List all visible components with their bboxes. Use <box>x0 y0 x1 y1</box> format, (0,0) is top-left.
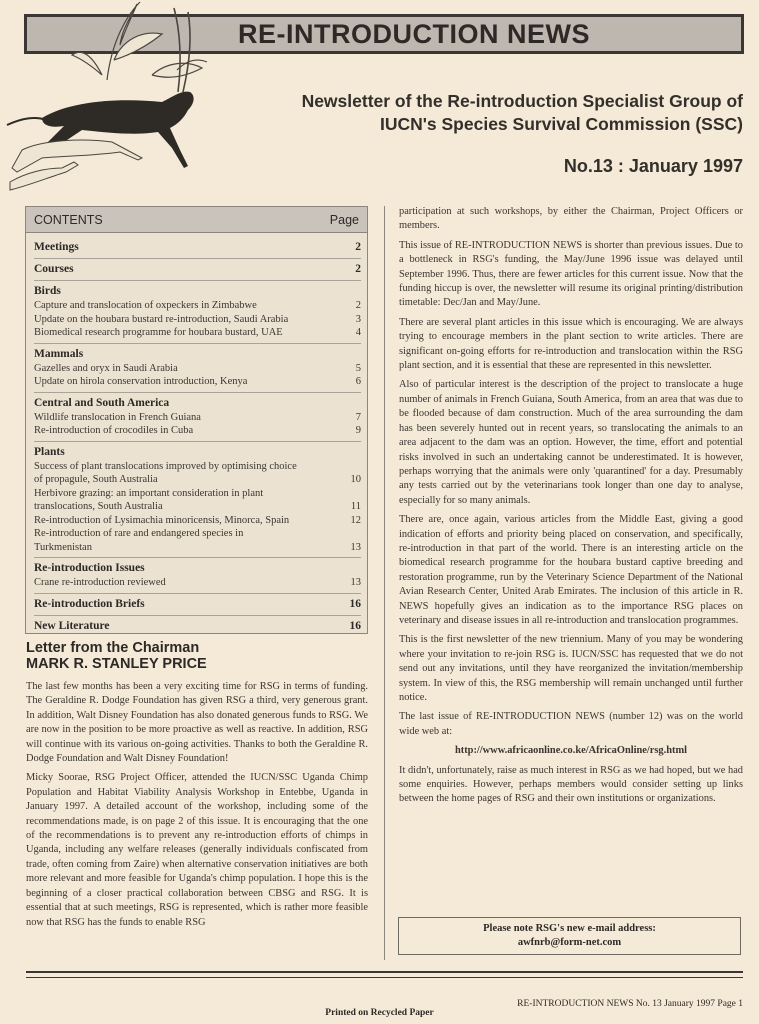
contents-item-page <box>347 527 361 541</box>
section-page-number <box>347 560 361 576</box>
issue-number: No.13 : January 1997 <box>563 156 743 176</box>
letter-body <box>26 680 368 935</box>
section-page-number: 16 <box>349 597 361 610</box>
section-page-number: 2 <box>355 263 361 275</box>
contents-item-page: 13 <box>350 577 361 588</box>
contents-item-page <box>347 487 361 501</box>
contents-section <box>34 558 361 594</box>
section-page-number <box>347 346 361 362</box>
email-notice-box <box>398 917 741 955</box>
contents-item-page: 6 <box>355 376 361 387</box>
contents-item-title: of propagule, South Australia <box>34 474 158 485</box>
section-heading-text: New Literature <box>34 619 110 632</box>
contents-section-heading <box>34 444 361 460</box>
footer-issue-line: RE-INTRODUCTION NEWS No. 13 January 1997 Page 1 <box>517 999 743 1009</box>
letter-paragraph: Micky Soorae, RSG Project Officer, attended the IUCN/SSC Uganda Chimp Population and Habitat Viability Analysis Workshop in Entebbe, Uganda in January 1997. A detailed account of the workshop, including some of the recommendations made, is on page 2 of this issue. It is encouraging that the one of the recommendations is to prevent any re-introduction efforts of chimps in Uganda, including any welfare releases (generally individuals confiscated from trade, often coming from Zaire) when alternative conservation initiatives are both more relevant and more feasible for Uganda's chimp population. I hope this is the beginning of a closer practical collaboration between CBSG and RSG. It is essential that at such meetings, RSG is represented, which is rather more feasible now that RSG has the funds to enable RSG <box>26 772 368 928</box>
contents-section <box>34 594 361 616</box>
contents-item-page: 2 <box>355 300 361 311</box>
contents-item <box>34 375 361 389</box>
section-heading-text: Plants <box>34 445 65 458</box>
contents-item-title: Re-introduction of crocodiles in Cuba <box>34 425 194 436</box>
section-heading-text: Central and South America <box>34 396 170 409</box>
contents-item <box>34 527 361 541</box>
contents-item <box>34 362 361 376</box>
article-paragraph: This issue of RE-INTRODUCTION NEWS is shorter than previous issues. Due to a bottleneck in RSG's funding, the May/June 1996 issue was delayed until September 1996. Thus, there are fewer articles for this current issue. Now that the funding hiccup is over, the newsletter will resume its original printing/distribution timetable: Dec/Jan and May/June. <box>399 239 743 309</box>
masthead-title: RE-INTRODUCTION NEWS <box>238 19 590 49</box>
section-heading-text: Mammals <box>34 347 84 360</box>
section-page-number: 16 <box>349 619 361 632</box>
contents-item-page: 9 <box>355 425 361 436</box>
contents-item <box>34 326 361 340</box>
contents-section <box>34 237 361 259</box>
contents-item-title: Biomedical research programme for houbara bustard, UAE <box>34 327 283 338</box>
contents-section <box>34 259 361 281</box>
contents-item <box>34 424 361 438</box>
article-paragraph: There are several plant articles in this issue which is encouraging. We are always trying to encourage members in the plant section to write articles. There are significant on-going efforts for re-introduction and translocation within the RSG plant section, and it is essential that these are represented in this newsletter. <box>399 316 743 372</box>
contents-item-page: 7 <box>355 411 361 423</box>
contents-item <box>34 514 361 528</box>
contents-header <box>26 207 367 233</box>
section-heading-text: Meetings <box>34 241 79 253</box>
contents-item-title: Crane re-introduction reviewed <box>34 577 166 588</box>
contents-item-title: Re-introduction of Lysimachia minoricensis, Minorca, Spain <box>34 514 290 526</box>
footer-printed-note: Printed on Recycled Paper <box>325 1008 434 1018</box>
contents-section <box>34 344 361 393</box>
contents-item <box>34 299 361 313</box>
contents-item-page: 4 <box>355 327 361 338</box>
email-notice-label: Please note RSG's new e-mail address: <box>483 923 656 934</box>
contents-item <box>34 473 361 487</box>
section-heading-text: Courses <box>34 263 74 275</box>
contents-item-title: translocations, South Australia <box>34 501 163 512</box>
contents-section-heading <box>34 261 361 277</box>
contents-section-heading <box>34 596 361 612</box>
subtitle-line-2: IUCN's Species Survival Commission (SSC) <box>379 114 743 134</box>
contents-title: CONTENTS <box>34 212 103 227</box>
contents-item-title: Turkmenistan <box>34 541 92 553</box>
contents-item-title: Capture and translocation of oxpeckers in Zimbabwe <box>34 300 257 311</box>
contents-section <box>34 393 361 442</box>
contents-item <box>34 411 361 425</box>
letter-title: Letter from the Chairman <box>26 640 200 656</box>
section-page-number <box>347 444 361 460</box>
contents-section-heading <box>34 346 361 362</box>
contents-item-title: Success of plant translocations improved by optimising choice <box>34 460 297 472</box>
article-paragraph: There are, once again, various articles from the Middle East, giving a good indication of efforts and priority being placed on conservation, and specifically, re-introduction in that part of the world. There is an interesting article on the biomedical research programme for the houbara bustard captive breeding and restoration programme, run by the Veterinary Science Department of the National Avian Research Center, United Arab Emirates. The inclusion of this article in R. NEWS hopefully gives an indication as to the importance RSG places on veterinary and disease issues in all re-introduction and translocation programmes. <box>399 514 743 626</box>
contents-item <box>34 487 361 501</box>
antelope-logo <box>2 0 232 200</box>
contents-section <box>34 442 361 559</box>
contents-item-title: Re-introduction of rare and endangered species in <box>34 528 244 539</box>
contents-item-title: Update on hirola conservation introduction, Kenya <box>34 376 248 387</box>
contents-item-page <box>347 460 361 474</box>
section-heading-text: Birds <box>34 285 61 297</box>
footer-rule-top <box>26 971 743 973</box>
column-divider <box>384 206 385 960</box>
contents-item <box>34 576 361 590</box>
contents-section <box>34 616 361 637</box>
contents-section <box>34 281 361 344</box>
article-paragraph: participation at such workshops, by either the Chairman, Project Officers or members. <box>399 206 743 232</box>
contents-item-title: Gazelles and oryx in Saudi Arabia <box>34 362 178 374</box>
contents-item-page: 13 <box>350 541 361 553</box>
contents-section-heading <box>34 239 361 255</box>
article-paragraph: The last issue of RE-INTRODUCTION NEWS (number 12) was on the world wide web at: <box>399 711 743 737</box>
contents-box <box>25 206 368 634</box>
section-heading-text: Re-introduction Issues <box>34 562 145 574</box>
contents-item-title: Herbivore grazing: an important consideration in plant <box>34 487 264 499</box>
section-page-number <box>347 395 361 411</box>
contents-item-page: 10 <box>350 474 361 485</box>
web-url: http://www.africaonline.co.ke/AfricaOnline/rsg.html <box>454 745 688 757</box>
contents-item <box>34 313 361 327</box>
newsletter-subtitle <box>223 90 743 136</box>
contents-section-heading <box>34 618 361 634</box>
contents-section-heading <box>34 283 361 299</box>
contents-item <box>34 541 361 555</box>
contents-item-page: 5 <box>355 362 361 374</box>
subtitle-line-1: Newsletter of the Re-introduction Specialist Group of <box>301 91 743 111</box>
contents-list <box>26 233 367 637</box>
contents-item <box>34 500 361 514</box>
contents-item-page: 12 <box>350 514 361 526</box>
contents-section-heading <box>34 395 361 411</box>
section-heading-text: Re-introduction Briefs <box>34 597 145 610</box>
right-column-body <box>399 205 743 812</box>
footer-rule-bottom <box>26 977 743 978</box>
letter-heading <box>26 640 207 672</box>
contents-item <box>34 460 361 474</box>
letter-paragraph: The last few months has been a very exciting time for RSG in terms of funding. The Geraldine R. Dodge Foundation has given RSG a third, very generous grant. In addition, Walt Disney Foundation has also donated generous funds to RSG. We are now in the position to be more proactive as well as reactive. In addition, RSG will continue with its various on-going activities. Thanks to both the Geraldine R. Dodge Foundation and Walt Disney Foundation! <box>26 681 368 765</box>
contents-item-page: 11 <box>350 501 361 512</box>
article-paragraph: It didn't, unfortunately, raise as much interest in RSG as we had hoped, but we had some enquiries. However, perhaps members would consider setting up links between the home pages of RSG and their own institutions or organizations. <box>399 764 743 805</box>
contents-item-page: 3 <box>355 313 361 325</box>
letter-author: MARK R. STANLEY PRICE <box>26 656 207 672</box>
article-paragraph: This is the first newsletter of the new triennium. Many of you may be wondering where your invitation to re-join RSG is. IUCN/SSC has requested that we do not send out any invitations, until they have reorganized the invitation/membership system. In view of this, the RSG membership will remain unchanged until further notice. <box>399 634 743 703</box>
contents-item-title: Wildlife translocation in French Guiana <box>34 411 201 423</box>
contents-section-heading <box>34 560 361 576</box>
section-page-number: 2 <box>355 241 361 253</box>
contents-item-title: Update on the houbara bustard re-introduction, Saudi Arabia <box>34 313 289 325</box>
email-address: awfnrb@form-net.com <box>517 937 622 948</box>
article-paragraph: Also of particular interest is the description of the project to translocate a huge number of animals in French Guiana, South America, from an area that was due to be flooded because of dam construction. Much of the area surrounding the dam has been severely hunted out in recent years, so translocating the animals to an area adjacent to the dam was an option. However, the time, effort and potential risks involved in such an undertaking cannot be underestimated. It is however, perhaps worrying that the animals were only 'quarantined' for a day. Presumably any tests carried out by the veterinarians took longer than one day to analyse, especially for so many animals. <box>399 379 743 506</box>
contents-page-label: Page <box>329 212 359 227</box>
section-page-number <box>347 283 361 299</box>
